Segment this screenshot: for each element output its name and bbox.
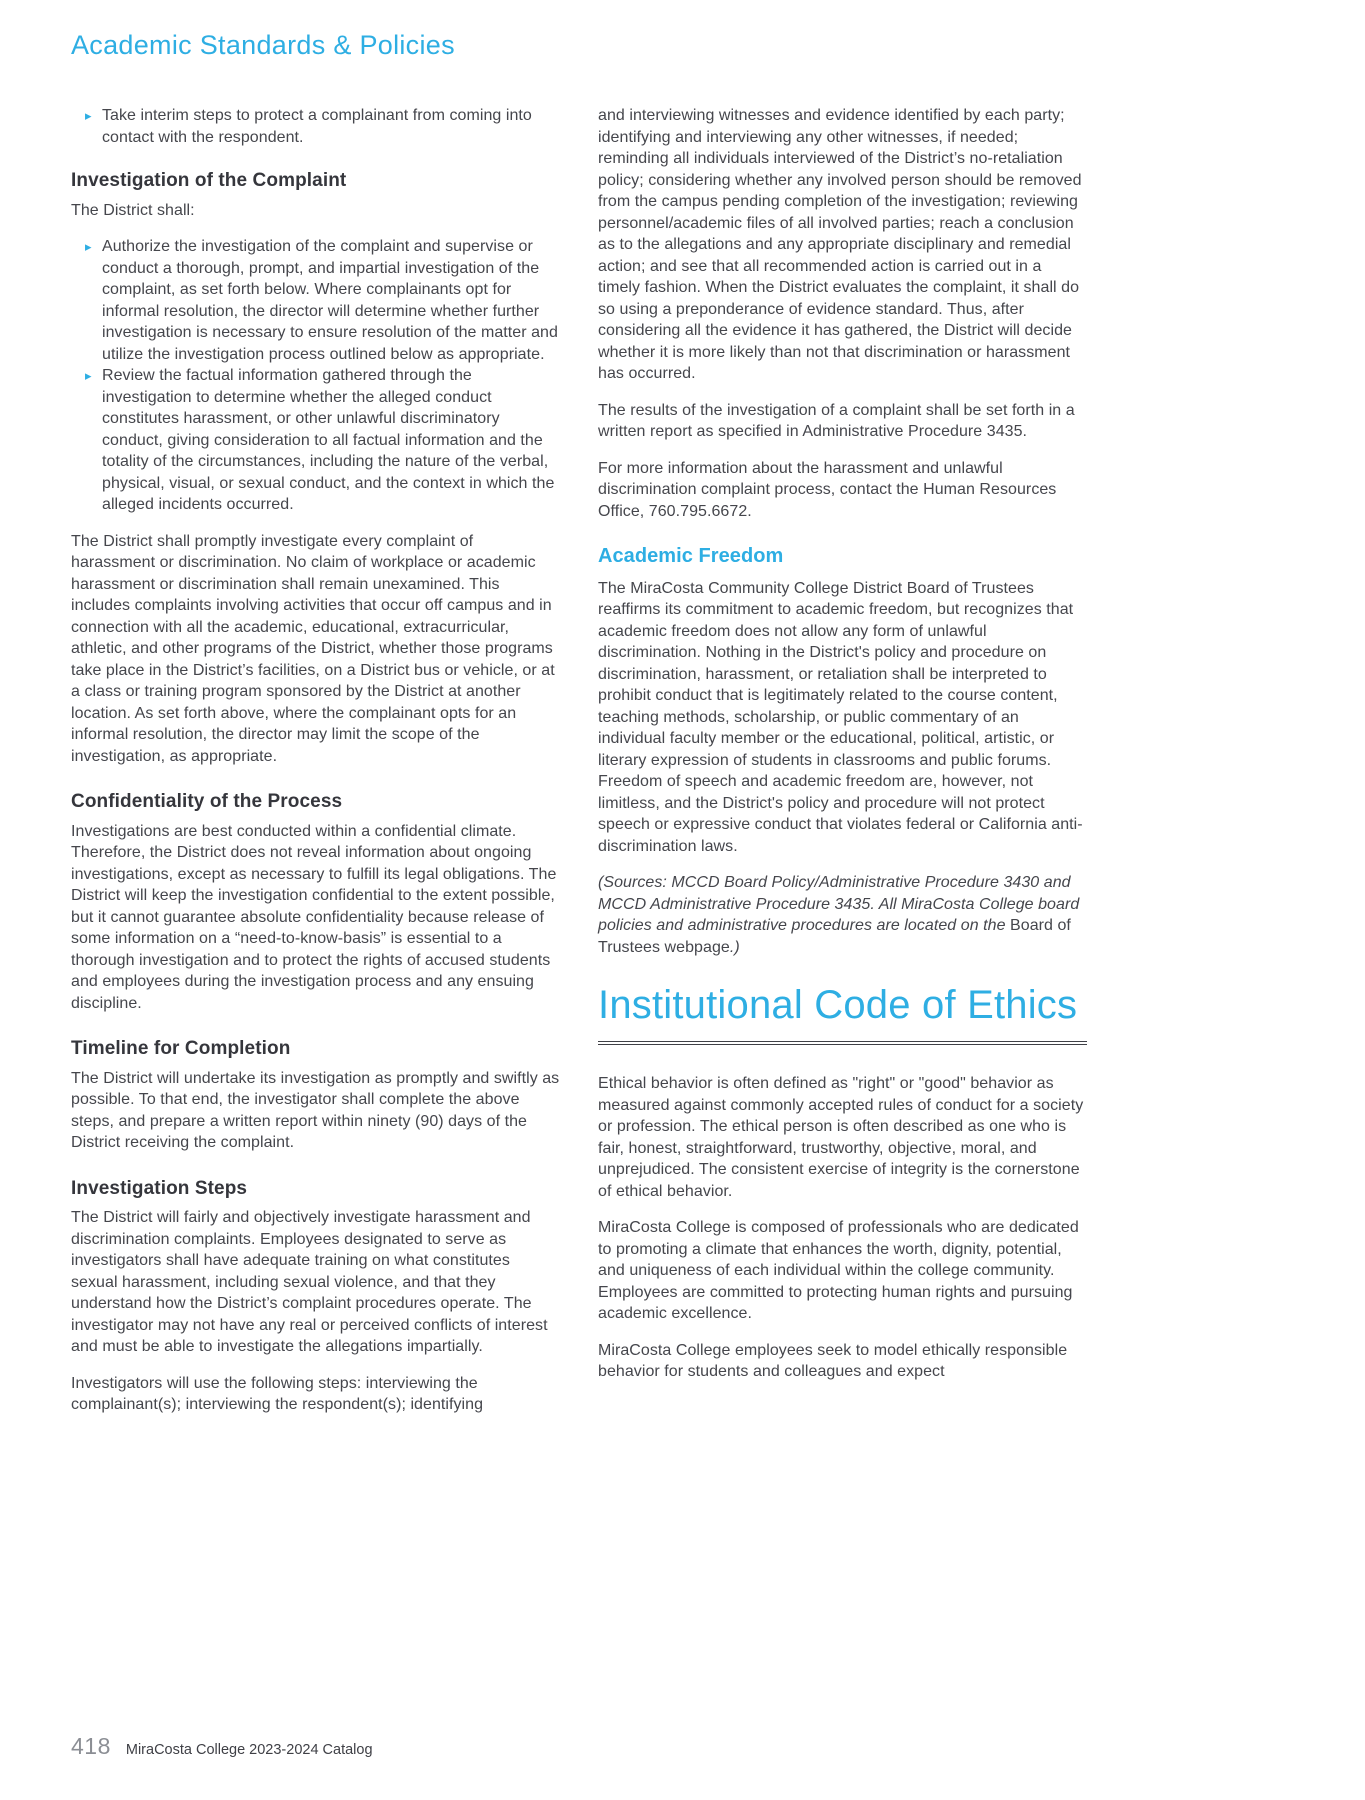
left-column bbox=[71, 105, 560, 1431]
paragraph: MiraCosta College is composed of professionals who are dedicated to promoting a climate that enhances the worth, dignity, potential, and uniqueness of each individual within the college community. Employees are committed to protecting human rights and pursuing academic excellence. bbox=[598, 1219, 1079, 1322]
double-rule-divider bbox=[598, 1041, 1087, 1045]
page-footer bbox=[71, 1733, 373, 1760]
sources-note bbox=[598, 872, 1087, 958]
two-column-layout bbox=[71, 105, 1365, 1431]
bullet-text: Review the factual information gathered through the investigation to determine whether the alleged conduct constitutes harassment, or other unlawful discriminatory conduct, giving consideration to all factual information and the totality of the circumstances, including the nature of the verbal, physical, visual, or sexual conduct, and the context in which the alleged incidents occurred. bbox=[102, 367, 555, 513]
paragraph: and interviewing witnesses and evidence identified by each party; identifying and interviewing any other witnesses, if needed; reminding all individuals interviewed of the District’s no-retaliation policy; considering whether any involved person should be removed from the campus pending completion of the investigation; reviewing personnel/academic files of all involved parties; reach a conclusion as to the allegations and any appropriate disciplinary and remedial action; and see that all recommended action is carried out in a timely fashion. When the District evaluates the complaint, it shall do so using a preponderance of evidence standard. Thus, after considering all the evidence it has gathered, the District will decide whether it is more likely than not that discrimination or harassment has occurred. bbox=[598, 107, 1082, 382]
paragraph: The District will fairly and objectively investigate harassment and discrimination complaints. Employees designated to serve as investigators shall have adequate training on what constitutes sexual harassment, including sexual violence, and that they understand how the District’s complaint procedures operate. The investigator may not have any real or perceived conflicts of interest and must be able to investigate the allegations impartially. bbox=[71, 1209, 548, 1355]
sources-closing-text: .) bbox=[729, 938, 740, 956]
list-item bbox=[85, 365, 560, 516]
carryover-bullet-list bbox=[71, 105, 560, 148]
section-heading-investigation-of-the-complaint: Investigation of the Complaint bbox=[71, 170, 347, 191]
board-of-trustees-link[interactable]: Board of Trustees webpage bbox=[598, 917, 1071, 956]
paragraph: MiraCosta College employees seek to model ethically responsible behavior for students and colleagues and expect bbox=[598, 1341, 1068, 1380]
section-heading-institutional-code-of-ethics: Institutional Code of Ethics bbox=[598, 983, 1078, 1027]
list-item bbox=[85, 236, 560, 365]
list-item bbox=[85, 105, 560, 148]
section-heading-investigation-steps: Investigation Steps bbox=[71, 1177, 248, 1199]
triangle-bullet-icon: ▸ bbox=[85, 368, 92, 383]
section-heading-confidentiality: Confidentiality of the Process bbox=[71, 791, 343, 812]
paragraph: Investigators will use the following steps: interviewing the complainant(s); interviewing the respondent(s); identifying bbox=[71, 1374, 484, 1413]
page-number: 418 bbox=[71, 1733, 111, 1759]
paragraph: Ethical behavior is often defined as "right" or "good" behavior as measured against commonly accepted rules of conduct for a society or profession. The ethical person is often described as one who is fair, honest, straightforward, trustworthy, objective, moral, and unprejudiced. The consistent exercise of integrity is the cornerstone of ethical behavior. bbox=[598, 1075, 1084, 1200]
paragraph: The District shall promptly investigate every complaint of harassment or discrimination. No claim of workplace or academic harassment or discrimination shall remain unexamined. This includes complaints involving activities that occur off campus and in connection with all the academic, educational, extracurricular, athletic, and other programs of the District, whether those programs take place in the District’s facilities, on a District bus or vehicle, or at a class or training program sponsored by the District at another location. As set forth above, where the complainant opts for an informal resolution, the director may limit the scope of the investigation, as appropriate. bbox=[71, 532, 555, 765]
paragraph: The District shall: bbox=[71, 201, 195, 219]
page-title: Academic Standards & Policies bbox=[71, 30, 455, 60]
triangle-bullet-icon: ▸ bbox=[85, 108, 92, 123]
sources-italic-text: (Sources: MCCD Board Policy/Administrative Procedure 3430 and MCCD Administrative Procedure 3435. All MiraCosta College board policies and administrative procedures are located on the bbox=[598, 874, 1080, 934]
paragraph: The results of the investigation of a complaint shall be set forth in a written report as specified in Administrative Procedure 3435. bbox=[598, 401, 1075, 440]
paragraph: For more information about the harassment and unlawful discrimination complaint process, contact the Human Resources Office, 760.795.6672. bbox=[598, 459, 1057, 520]
investigation-bullet-list bbox=[71, 236, 560, 516]
paragraph: The MiraCosta Community College District Board of Trustees reaffirms its commitment to academic freedom, but recognizes that academic freedom does not allow any form of unlawful discrimination. Nothing in the District's policy and procedure on discrimination, harassment, or retaliation shall be interpreted to prohibit conduct that is legitimately related to the course content, teaching methods, scholarship, or public commentary of an individual faculty member or the educational, political, artistic, or literary expression of students in classrooms and public forums. Freedom of speech and academic freedom are, however, not limitless, and the District's policy and procedure will not protect speech or expressive conduct that violates federal or California anti-discrimination laws. bbox=[598, 579, 1083, 855]
bullet-text: Authorize the investigation of the complaint and supervise or conduct a thorough, prompt, and impartial investigation of the complaint, as set forth below. Where complainants opt for informal resolution, the director will determine whether further investigation is necessary to ensure resolution of the matter and utilize the investigation process outlined below as appropriate. bbox=[102, 238, 558, 363]
paragraph: The District will undertake its investigation as promptly and swiftly as possible. To that end, the investigator shall complete the above steps, and prepare a written report within ninety (90) days of the District receiving the complaint. bbox=[71, 1069, 560, 1151]
triangle-bullet-icon: ▸ bbox=[85, 239, 92, 254]
right-column bbox=[598, 105, 1087, 1431]
catalog-title: MiraCosta College 2023-2024 Catalog bbox=[125, 1742, 373, 1758]
paragraph: Investigations are best conducted within a confidential climate. Therefore, the District does not reveal information about ongoing investigations, except as necessary to fulfill its legal obligations. The District will keep the investigation confidential to the extent possible, but it cannot guarantee absolute confidentiality because release of some information on a “need-to-know-basis” is essential to a thorough investigation and to protect the rights of accused students and employees during the investigation process and any ensuing discipline. bbox=[71, 822, 557, 1012]
section-heading-timeline: Timeline for Completion bbox=[71, 1038, 291, 1059]
section-heading-academic-freedom: Academic Freedom bbox=[598, 545, 784, 567]
bullet-text: Take interim steps to protect a complainant from coming into contact with the respondent. bbox=[102, 107, 532, 146]
